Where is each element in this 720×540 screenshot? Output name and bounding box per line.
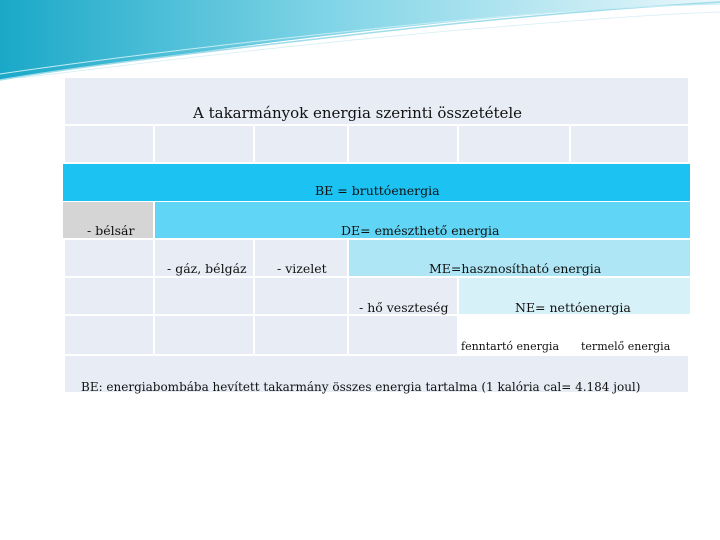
empty-cell [349,316,457,354]
me-label: ME=hasznosítható energia [429,261,602,276]
termelo-label: termelő energia [581,340,671,353]
empty-cell [65,278,153,314]
vizelet-label: - vizelet [277,261,327,276]
empty-cell [349,126,457,162]
belsar-label: - bélsár [87,223,135,238]
empty-cell [155,278,253,314]
fenntarto-label: fenntartó energia [461,340,560,353]
de-label: DE= emészthető energia [341,223,500,238]
ho-label: - hő veszteség [359,300,449,315]
empty-cell [65,316,153,354]
empty-cell [155,316,253,354]
energy-table [63,76,690,394]
footnote-text: BE: energiabombába hevített takarmány összes energia tartalma (1 kalória cal= 4.184 joul) [81,380,641,394]
empty-cell [459,126,569,162]
empty-cell [255,278,347,314]
empty-cell [65,240,153,276]
empty-cell [65,126,153,162]
ne-label: NE= nettóenergia [515,300,631,315]
table-title: A takarmányok energia szerinti összetétele [193,104,523,122]
empty-cell [155,126,253,162]
empty-cell [571,126,688,162]
empty-cell [255,126,347,162]
empty-cell [255,316,347,354]
gaz-label: - gáz, bélgáz [167,261,247,276]
be-label: BE = bruttóenergia [315,183,440,198]
